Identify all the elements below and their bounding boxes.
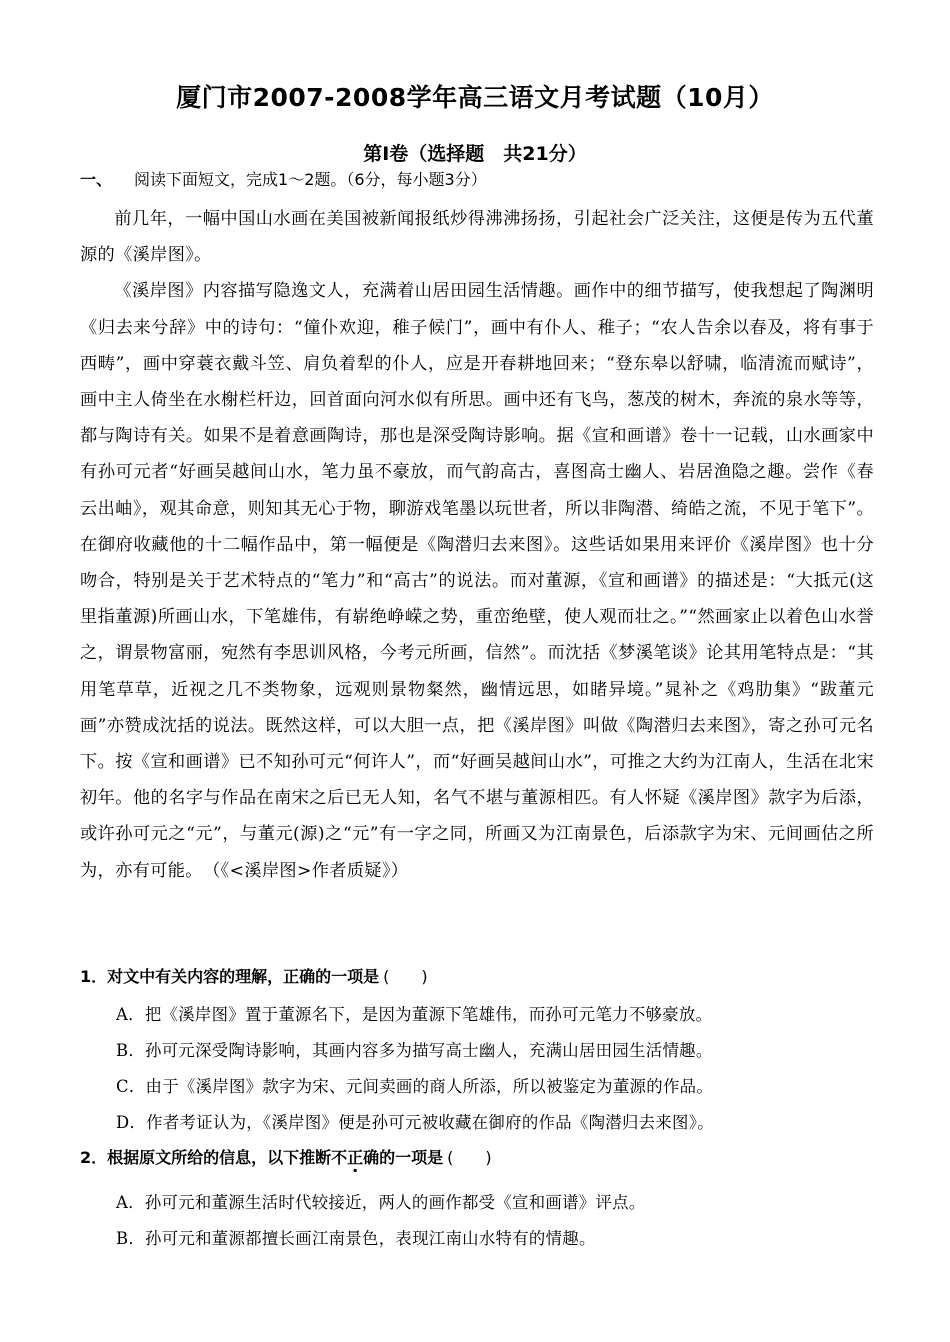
question-2-option-a: A．孙可元和董源生活时代较接近，两人的画作都受《宣和画谱》评点。: [116, 1193, 646, 1212]
part-one-instruction: 阅读下面短文，完成1～2题。（6分，每小题3分）: [134, 170, 487, 189]
passage-paragraph-2: 《溪岸图》内容描写隐逸文人，充满着山居田园生活情趣。画作中的细节描写，使我想起了陶渊明《归去来兮辞》中的诗句：“僮仆欢迎，稚子候门”，画中有仆人、稚子；“农人告余以春及，将有事于西畴”，画中穿蓑衣戴斗笠、肩负着犁的仆人，应是开春耕地回来；“登东皋以舒啸，临清流而赋诗”，画中主人倚坐在水榭栏杆边，回首面向河水似有所思。画中还有飞鸟，葱茂的树木，奔流的泉水等等，都与陶诗有关。如果不是着意画陶诗，那也是深受陶诗影响。据《宣和画谱》卷十一记载，山水画家中有孙可元者“好画吴越间山水，笔力虽不豪放，而气韵高古，喜图高士幽人、岩居渔隐之趣。尝作《春云出岫》，观其命意，则知其无心于物，聊游戏笔墨以玩世者，所以非陶潜、绮皓之流，不见于笔下”。在御府收藏他的十二幅作品中，第一幅便是《陶潜归去来图》。这些话如果用来评价《溪岸图》也十分吻合，特别是关于艺术特点的“笔力”和“高古”的说法。而对董源，《宣和画谱》的描述是：“大抵元(这里指董源)所画山水，下笔雄伟，有崭绝峥嵘之势，重峦绝壁，使人观而壮之。”“然画家止以着色山水誉之，谓景物富丽，宛然有李思训风格，今考元所画，信然”。而沈括《梦溪笔谈》论其用笔特点是：“其用笔草草，近视之几不类物象，远观则景物粲然，幽情远思，如睹异境。”晁补之《鸡肋集》“跋董元画”亦赞成沈括的说法。既然这样，可以大胆一点，把《溪岸图》叫做《陶潜归去来图》，寄之孙可元名下。按《宣和画谱》已不知孙可元“何许人”，而“好画吴越间山水”，可推之大约为江南人，生活在北宋初年。他的名字与作品在南宋之后已无人知，名气不堪与董源相匹。有人怀疑《溪岸图》款字为后添，或许孙可元之“元”，与董元(源)之“元”有一字之同，所画又为江南景色，后添款字为宋、元间画估之所为，亦有可能。 （《<溪岸图>作者质疑》）: [80, 281, 874, 881]
question-1-stem: 1．对文中有关内容的理解，正确的一项是 ( ): [80, 967, 428, 986]
exam-title: 厦门市2007-2008学年高三语文月考试题（10月）: [176, 83, 774, 112]
passage-paragraph-1: 前几年，一幅中国山水画在美国被新闻报纸炒得沸沸扬扬，引起社会广泛关注，这便是传为五代董源的《溪岸图》。: [80, 209, 874, 266]
question-2-stem: 2．根据原文所给的信息，以下推断不正确的一项是 ( ): [80, 1148, 492, 1167]
question-1-option-a: A．把《溪岸图》置于董源名下，是因为董源下笔雄伟，而孙可元笔力不够豪放。: [116, 1005, 713, 1024]
answer-blank: ( ): [383, 967, 428, 986]
answer-blank: ( ): [447, 1148, 492, 1167]
part-one-header: [80, 167, 487, 190]
emphasized-not-correct: 不正确: [331, 1148, 380, 1167]
section-title: 第Ⅰ卷（选择题 共21分）: [363, 143, 587, 165]
question-1-option-d: D．作者考证认为，《溪岸图》便是孙可元被收藏在御府的作品《陶潜归去来图》。: [116, 1113, 714, 1132]
question-1-option-c: C．由于《溪岸图》款字为宋、元间卖画的商人所添，所以被鉴定为董源的作品。: [116, 1077, 714, 1096]
reading-passage: [80, 201, 874, 889]
question-2-option-b: B．孙可元和董源都擅长画江南景色，表现江南山水特有的情趣。: [116, 1229, 596, 1248]
question-1-option-b: B．孙可元深受陶诗影响，其画内容多为描写高士幽人，充满山居田园生活情趣。: [116, 1041, 713, 1060]
part-one-number: 一、: [80, 170, 113, 189]
